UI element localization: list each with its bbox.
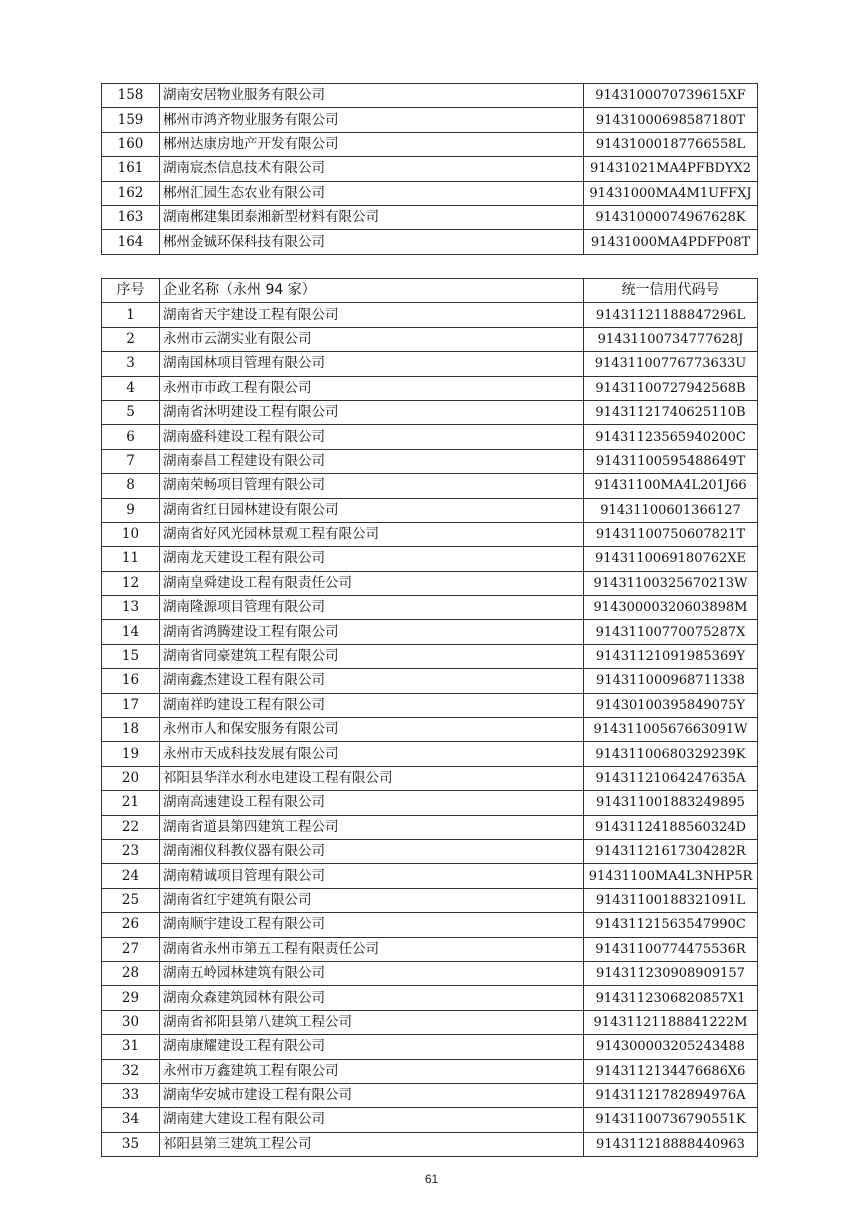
company-name-cell: 湖南祥昀建设工程有限公司 [160,693,584,717]
serial-number-cell: 6 [102,425,160,449]
credit-code-cell: 91431100776773633U [584,352,758,376]
credit-code-cell: 914300003205243488 [584,1035,758,1059]
table-row [102,547,758,571]
company-name-cell: 湖南皇舜建设工程有限责任公司 [160,571,584,595]
credit-code-cell: 91431100188321091L [584,888,758,912]
company-name-cell: 湖南省永州市第五工程有限责任公司 [160,937,584,961]
table-row [102,449,758,473]
serial-number-cell: 17 [102,693,160,717]
company-name-cell: 湖南省好风光园林景观工程有限公司 [160,522,584,546]
serial-number-cell: 30 [102,1010,160,1034]
credit-code-cell: 91431100601366127 [584,498,758,522]
credit-code-cell: 91431124188560324D [584,815,758,839]
serial-number-cell: 8 [102,474,160,498]
company-name-cell: 湖南省红日园林建设有限公司 [160,498,584,522]
credit-code-cell: 91431000MA4PDFP08T [584,230,758,254]
company-name-cell: 郴州达康房地产开发有限公司 [160,132,584,156]
serial-number-cell: 160 [102,132,160,156]
company-name-cell: 祁阳县第三建筑工程公司 [160,1132,584,1156]
serial-number-cell: 15 [102,644,160,668]
company-name-cell: 湖南省沐明建设工程有限公司 [160,400,584,424]
table-row [102,474,758,498]
credit-code-cell: 91431121064247635A [584,766,758,790]
company-name-cell: 湖南鑫杰建设工程有限公司 [160,669,584,693]
credit-code-cell: 91431121740625110B [584,400,758,424]
serial-number-cell: 11 [102,547,160,571]
table-row [102,693,758,717]
company-name-cell: 郴州金铖环保科技有限公司 [160,230,584,254]
table-row [102,1132,758,1156]
table-row [102,400,758,424]
serial-number-cell: 13 [102,596,160,620]
serial-number-cell: 161 [102,157,160,181]
credit-code-cell: 91431000698587180T [584,108,758,132]
credit-code-cell: 91431121188841222M [584,1010,758,1034]
table-row [102,1083,758,1107]
company-name-cell: 湖南宸杰信息技术有限公司 [160,157,584,181]
table-row [102,327,758,351]
credit-code-cell: 914311001883249895 [584,791,758,815]
company-name-cell: 湖南众森建筑园林有限公司 [160,986,584,1010]
table-row [102,157,758,181]
table-row [102,742,758,766]
table-row [102,620,758,644]
table-row [102,644,758,668]
table-row [102,352,758,376]
table-row [102,376,758,400]
credit-code-cell: 91431100770075287X [584,620,758,644]
serial-number-cell: 12 [102,571,160,595]
credit-code-cell: 91431100325670213W [584,571,758,595]
credit-code-cell: 91431121091985369Y [584,644,758,668]
serial-number-cell: 23 [102,839,160,863]
credit-code-cell: 9143110069180762XE [584,547,758,571]
company-name-cell: 湖南五岭园林建筑有限公司 [160,961,584,985]
credit-code-cell: 91431100750607821T [584,522,758,546]
company-name-cell: 湖南泰昌工程建设有限公司 [160,449,584,473]
company-name-cell: 湖南龙天建设工程有限公司 [160,547,584,571]
serial-number-cell: 16 [102,669,160,693]
credit-code-cell: 91431121188847296L [584,303,758,327]
serial-number-cell: 19 [102,742,160,766]
serial-number-cell: 18 [102,718,160,742]
serial-number-cell: 20 [102,766,160,790]
credit-code-cell: 91431021MA4PFBDYX2 [584,157,758,181]
table-row [102,303,758,327]
serial-number-cell: 10 [102,522,160,546]
credit-code-cell: 91431100MA4L3NHP5R [584,864,758,888]
company-name-cell: 永州市万鑫建筑工程有限公司 [160,1059,584,1083]
table-row [102,132,758,156]
credit-code-cell: 9143112134476686X6 [584,1059,758,1083]
serial-number-cell: 3 [102,352,160,376]
page-number: 61 [424,1172,439,1186]
serial-number-cell: 162 [102,181,160,205]
credit-code-cell: 914311230908909157 [584,961,758,985]
serial-number-cell: 159 [102,108,160,132]
company-name-cell: 湖南建大建设工程有限公司 [160,1108,584,1132]
credit-code-cell: 91431100734777628J [584,327,758,351]
table-row [102,1010,758,1034]
table-row [102,815,758,839]
credit-code-cell: 91431100595488649T [584,449,758,473]
company-name-cell: 湖南隆源项目管理有限公司 [160,596,584,620]
serial-number-cell: 2 [102,327,160,351]
credit-code-cell: 914311000968711338 [584,669,758,693]
serial-number-cell: 31 [102,1035,160,1059]
credit-code-cell: 9143112306820857X1 [584,986,758,1010]
table-row [102,718,758,742]
table-row [102,230,758,254]
table-row [102,913,758,937]
credit-code-cell: 91431100MA4L201J66 [584,474,758,498]
header-serial-number: 序号 [102,279,160,303]
serial-number-cell: 32 [102,1059,160,1083]
company-name-cell: 湖南省鸿腾建设工程有限公司 [160,620,584,644]
serial-number-cell: 21 [102,791,160,815]
serial-number-cell: 9 [102,498,160,522]
company-name-cell: 湖南湘仪科教仪器有限公司 [160,839,584,863]
table-row [102,205,758,229]
table-row [102,571,758,595]
table-row [102,669,758,693]
company-name-cell: 永州市人和保安服务有限公司 [160,718,584,742]
table-row [102,1035,758,1059]
serial-number-cell: 27 [102,937,160,961]
company-name-cell: 湖南国林项目管理有限公司 [160,352,584,376]
table-row [102,888,758,912]
table-row [102,425,758,449]
credit-code-cell: 91431100727942568B [584,376,758,400]
company-name-cell: 湖南省天宇建设工程有限公司 [160,303,584,327]
header-credit-code: 统一信用代码号 [584,279,758,303]
company-name-cell: 永州市云湖实业有限公司 [160,327,584,351]
serial-number-cell: 35 [102,1132,160,1156]
table-row [102,791,758,815]
company-name-cell: 湖南顺宇建设工程有限公司 [160,913,584,937]
credit-code-cell: 91431123565940200C [584,425,758,449]
table-row [102,108,758,132]
credit-code-cell: 91430100395849075Y [584,693,758,717]
serial-number-cell: 34 [102,1108,160,1132]
company-name-cell: 湖南康耀建设工程有限公司 [160,1035,584,1059]
company-name-cell: 湖南精诚项目管理有限公司 [160,864,584,888]
company-name-cell: 湖南省道县第四建筑工程公司 [160,815,584,839]
table-row [102,596,758,620]
company-name-cell: 湖南省红宇建筑有限公司 [160,888,584,912]
credit-code-cell: 9143100070739615XF [584,84,758,108]
company-name-cell: 湖南高速建设工程有限公司 [160,791,584,815]
serial-number-cell: 4 [102,376,160,400]
company-name-cell: 湖南盛科建设工程有限公司 [160,425,584,449]
credit-code-cell: 91431100774475536R [584,937,758,961]
company-name-cell: 永州市天成科技发展有限公司 [160,742,584,766]
table-row [102,181,758,205]
credit-code-cell: 91431100680329239K [584,742,758,766]
table-row [102,839,758,863]
company-table-yongzhou [101,278,758,1157]
table-row [102,986,758,1010]
table-row [102,961,758,985]
credit-code-cell: 91431121563547990C [584,913,758,937]
serial-number-cell: 33 [102,1083,160,1107]
header-company-name: 企业名称（永州 94 家） [160,279,584,303]
serial-number-cell: 14 [102,620,160,644]
company-name-cell: 郴州汇园生态农业有限公司 [160,181,584,205]
table-row [102,1108,758,1132]
credit-code-cell: 91430000320603898M [584,596,758,620]
serial-number-cell: 1 [102,303,160,327]
serial-number-cell: 29 [102,986,160,1010]
company-name-cell: 郴州市鸿齐物业服务有限公司 [160,108,584,132]
table-header-row [102,279,758,303]
serial-number-cell: 158 [102,84,160,108]
credit-code-cell: 91431100567663091W [584,718,758,742]
serial-number-cell: 28 [102,961,160,985]
credit-code-cell: 91431000074967628K [584,205,758,229]
serial-number-cell: 164 [102,230,160,254]
credit-code-cell: 91431100736790551K [584,1108,758,1132]
serial-number-cell: 22 [102,815,160,839]
table-row [102,937,758,961]
company-name-cell: 祁阳县华洋水利水电建设工程有限公司 [160,766,584,790]
company-name-cell: 湖南安居物业服务有限公司 [160,84,584,108]
table-row [102,522,758,546]
credit-code-cell: 91431000MA4M1UFFXJ [584,181,758,205]
company-name-cell: 湖南省祁阳县第八建筑工程公司 [160,1010,584,1034]
credit-code-cell: 91431000187766558L [584,132,758,156]
company-table-chenzhou-continued [101,83,758,255]
credit-code-cell: 91431121782894976A [584,1083,758,1107]
serial-number-cell: 5 [102,400,160,424]
serial-number-cell: 7 [102,449,160,473]
table-row [102,864,758,888]
company-name-cell: 湖南省同豪建筑工程有限公司 [160,644,584,668]
table-row [102,498,758,522]
serial-number-cell: 24 [102,864,160,888]
credit-code-cell: 91431121617304282R [584,839,758,863]
table-row [102,766,758,790]
company-name-cell: 湖南郴建集团泰湘新型材料有限公司 [160,205,584,229]
table-row [102,1059,758,1083]
company-name-cell: 湖南华安城市建设工程有限公司 [160,1083,584,1107]
company-name-cell: 湖南荣畅项目管理有限公司 [160,474,584,498]
serial-number-cell: 26 [102,913,160,937]
table-row [102,84,758,108]
company-name-cell: 永州市市政工程有限公司 [160,376,584,400]
serial-number-cell: 25 [102,888,160,912]
credit-code-cell: 914311218888440963 [584,1132,758,1156]
serial-number-cell: 163 [102,205,160,229]
